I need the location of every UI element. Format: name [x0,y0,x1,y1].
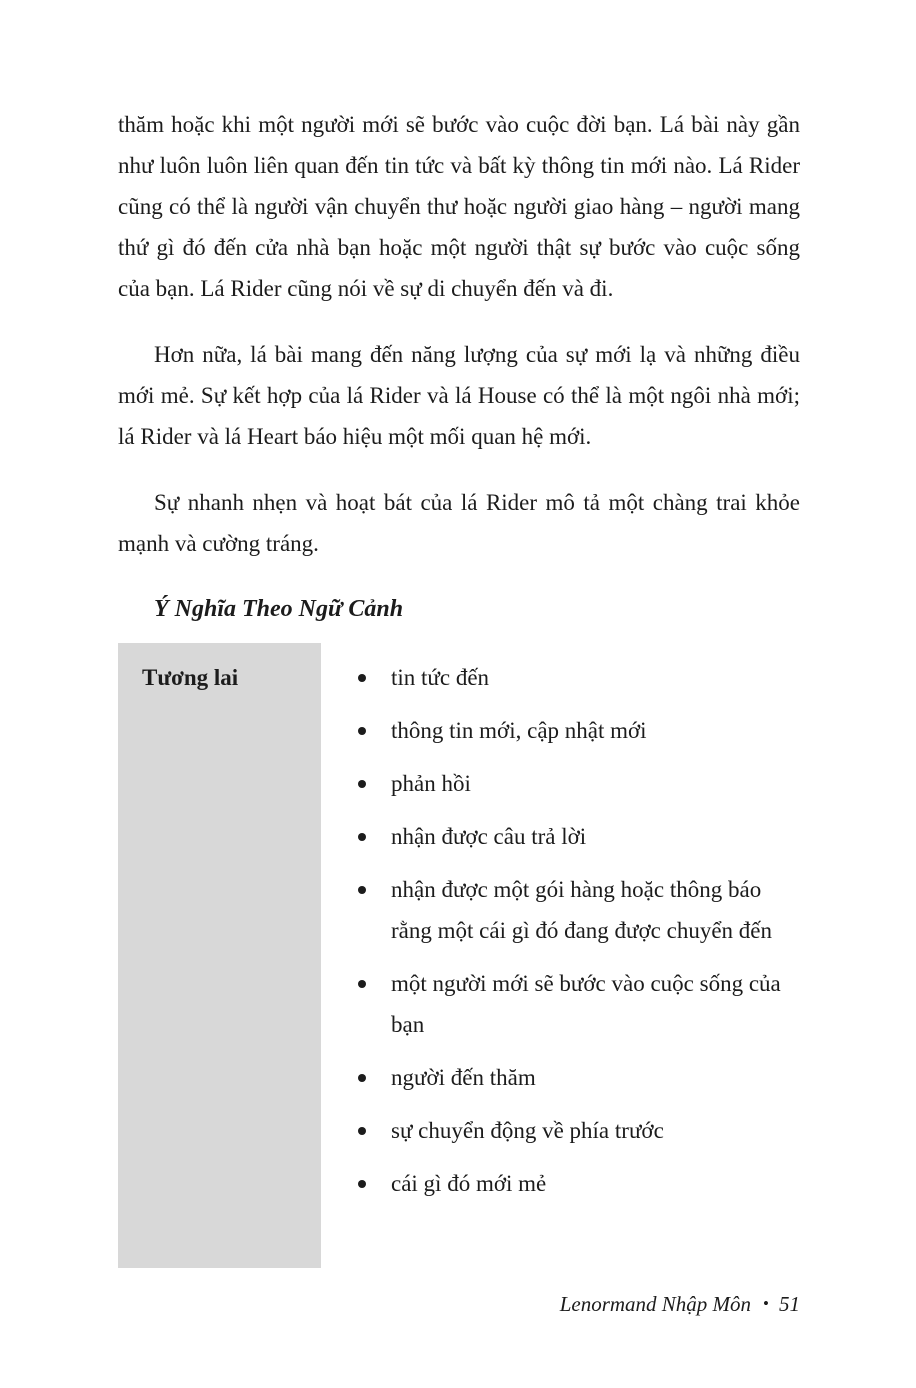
page-content [118,104,800,1317]
list-item [358,657,800,698]
footer-page-number: 51 [779,1292,800,1316]
paragraph: thăm hoặc khi một người mới sẽ bước vào cuộc đời bạn. Lá bài này gần như luôn luôn liên quan đến tin tức và bất kỳ thông tin mới nào. Lá Rider cũng có thể là người vận chuyển thư hoặc người giao hàng – người mang thứ gì đó đến cửa nhà bạn hoặc một người thật sự bước vào cuộc sống của bạn. Lá Rider cũng nói về sự di chuyển đến và đi. [118,112,800,301]
list-item [358,710,800,751]
table-row-content-cell [321,643,800,1268]
paragraph: Hơn nữa, lá bài mang đến năng lượng của sự mới lạ và những điều mới mẻ. Sự kết hợp của lá Rider và lá House có thể là một ngôi nhà mới; lá Rider và lá Heart báo hiệu một mối quan hệ mới. [118,342,800,449]
page-footer [118,1292,800,1317]
bullet-text: cái gì đó mới mẻ [391,1171,547,1196]
bullet-icon [358,674,366,682]
bullet-text: một người mới sẽ bước vào cuộc sống của bạn [391,971,781,1037]
list-item [358,869,800,951]
body-text [118,104,800,564]
bullet-text: tin tức đến [391,665,490,690]
paragraph: Sự nhanh nhẹn và hoạt bát của lá Rider mô tả một chàng trai khỏe mạnh và cường tráng. [118,490,800,556]
bullet-icon [358,833,366,841]
bullet-icon [358,886,366,894]
bullet-icon [358,780,366,788]
bullet-icon [358,727,366,735]
list-item [358,1110,800,1151]
list-item [358,1057,800,1098]
list-item [358,963,800,1045]
table-row-label-cell [118,643,321,1268]
bullet-icon [358,980,366,988]
row-label-future: Tương lai [142,665,239,690]
bullet-icon [358,1127,366,1135]
bullet-text: nhận được câu trả lời [391,824,587,849]
bullet-text: sự chuyển động về phía trước [391,1118,664,1143]
bullet-icon [358,1180,366,1188]
bullet-text: người đến thăm [391,1065,536,1090]
footer-book-title: Lenormand Nhập Môn [559,1292,752,1316]
meanings-list [358,657,800,1204]
bullet-text: nhận được một gói hàng hoặc thông báo rằng một cái gì đó đang được chuyển đến [391,877,773,943]
bullet-text: thông tin mới, cập nhật mới [391,718,647,743]
list-item [358,816,800,857]
footer-separator: • [763,1294,769,1313]
list-item [358,1163,800,1204]
bullet-text: phản hồi [391,771,471,796]
bullet-icon [358,1074,366,1082]
list-item [358,763,800,804]
section-heading: Ý Nghĩa Theo Ngữ Cảnh [154,596,404,622]
context-meaning-table [118,643,800,1268]
